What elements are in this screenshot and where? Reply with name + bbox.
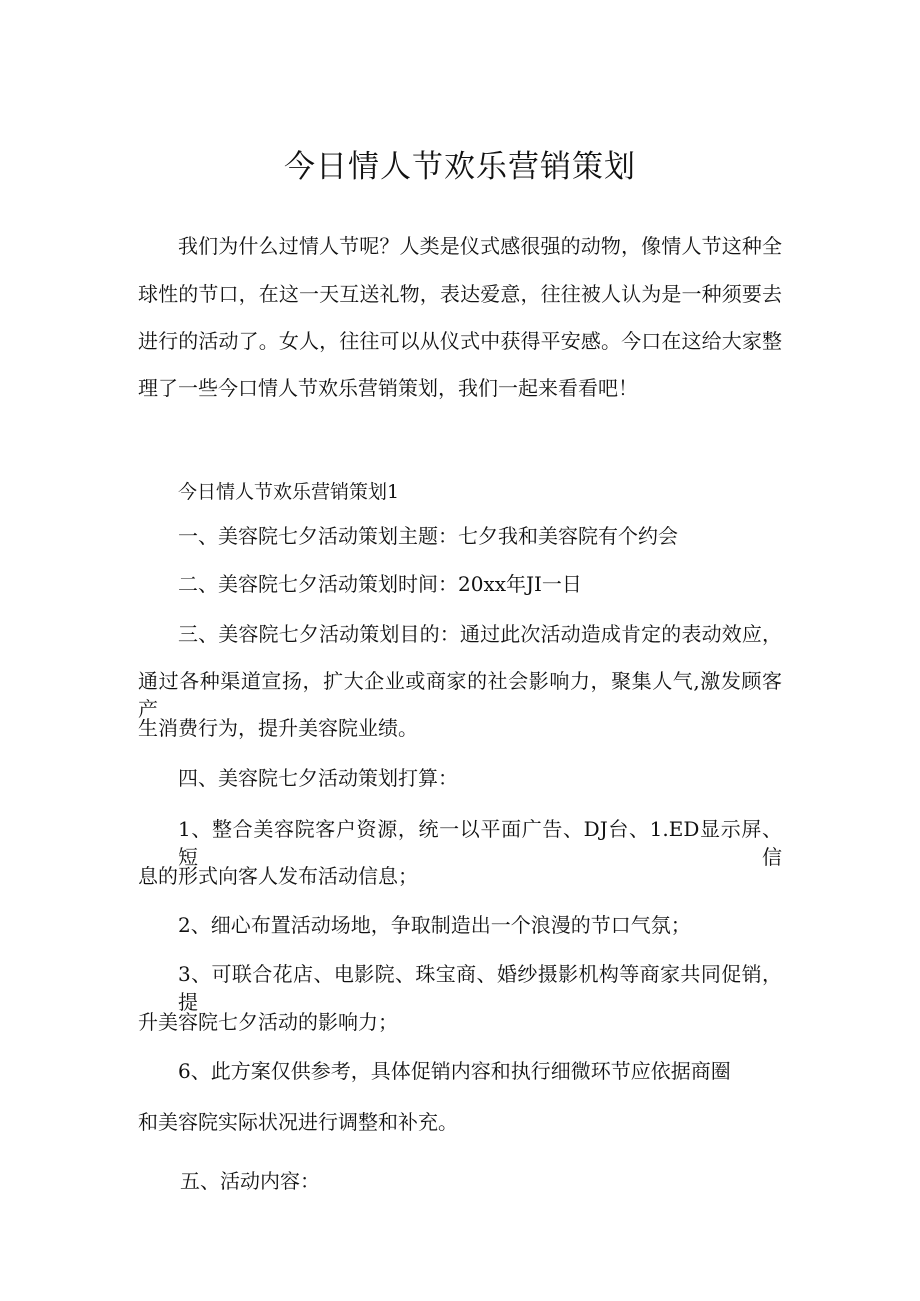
- section-heading: 今日情人节欢乐营销策划1: [178, 481, 400, 503]
- item-purpose-line-1: 三、美容院七夕活动策划目的：通过此次活动造成肯定的表动效应，: [178, 622, 782, 646]
- plan-step-6-line-2: 和美容院实际状况进行调整和补充。: [138, 1110, 458, 1134]
- plan-step-2: 2、细心布置活动场地，争取制造出一个浪漫的节口气氛；: [178, 913, 691, 937]
- plan-step-1-line-1: 1、整合美容院客户资源，统一以平面广告、DJ台、1.ED显示屏、短信: [178, 817, 782, 869]
- intro-line-1: 我们为什么过情人节呢？人类是仪式感很强的动物，像情人节这种全: [178, 234, 782, 258]
- document-title: 今日情人节欢乐营销策划: [284, 149, 636, 185]
- intro-line-2: 球性的节口，在这一天互送礼物，表达爱意，往往被人认为是一种须要去: [138, 282, 782, 306]
- item-content-heading: 五、活动内容：: [180, 1169, 320, 1193]
- plan-step-1-line-2: 息的形式向客人发布活动信息；: [138, 864, 418, 888]
- intro-line-3: 进行的活动了。女人，往往可以从仪式中获得平安感。今口在这给大家整: [138, 329, 782, 353]
- item-time: 二、美容院七夕活动策划时间：20xx年JI一日: [178, 572, 582, 596]
- plan-step-6-line-1: 6、此方案仅供参考，具体促销内容和执行细微环节应依据商圈: [178, 1059, 731, 1083]
- item-purpose-line-3: 生消费行为，提升美容院业绩。: [138, 716, 418, 740]
- item-purpose-line-2: 通过各种渠道宣扬，扩大企业或商家的社会影响力，聚集人气,激发顾客产: [138, 669, 782, 721]
- intro-line-4: 理了一些今口情人节欢乐营销策划，我们一起来看看吧！: [138, 376, 638, 400]
- item-plan: 四、美容院七夕活动策划打算：: [178, 766, 458, 790]
- item-theme: 一、美容院七夕活动策划主题：七夕我和美容院有个约会: [178, 524, 678, 548]
- plan-step-3-line-1: 3、可联合花店、电影院、珠宝商、婚纱摄影机构等商家共同促销，提: [178, 962, 782, 1014]
- plan-step-3-line-2: 升美容院七夕活动的影响力；: [138, 1010, 398, 1034]
